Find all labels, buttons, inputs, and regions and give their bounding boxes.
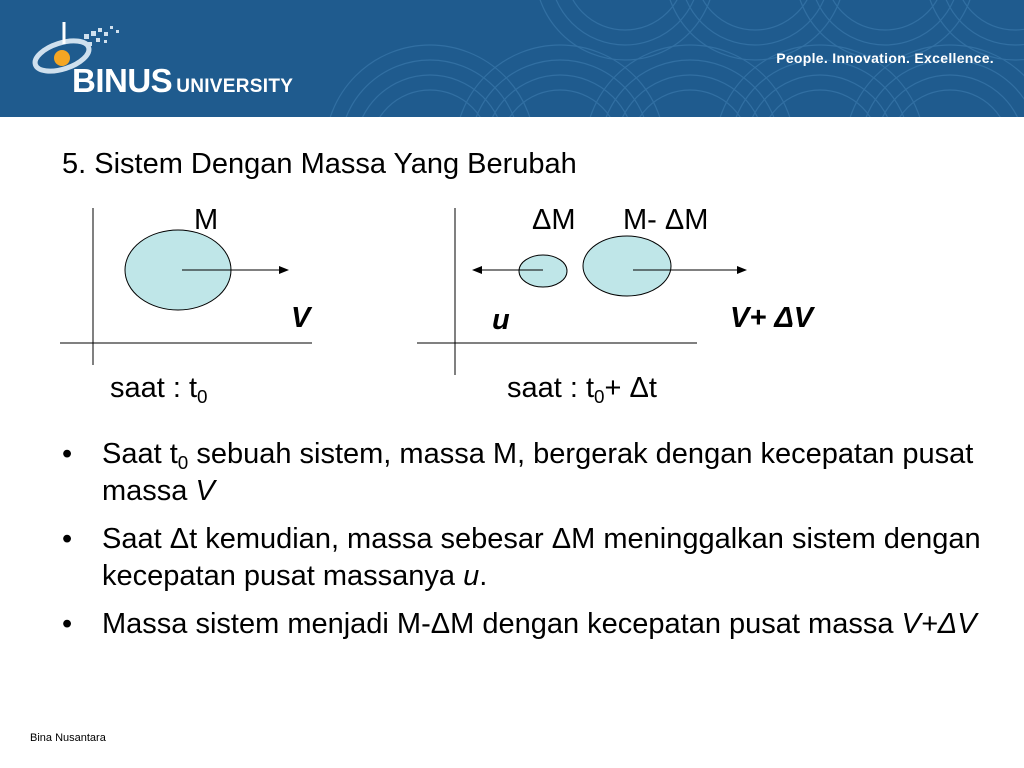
label-mass-m-minus-dm: M- ΔM [623, 204, 709, 236]
slide-title: 5. Sistem Dengan Massa Yang Berubah [62, 148, 577, 180]
time-label-right [507, 372, 657, 405]
binus-logo [28, 18, 298, 100]
mass-dm-ellipse [519, 255, 567, 287]
bullet-text: Massa sistem menjadi M-ΔM dengan kecepatan pusat massa [102, 608, 902, 640]
time-right-subscript: 0 [594, 386, 605, 407]
header-banner [0, 0, 1024, 117]
bullet-italic: u [463, 560, 480, 592]
velocity-v-plus-dv-arrowhead [737, 266, 747, 274]
bullet-item [62, 436, 1002, 510]
footer-text: Bina Nusantara [30, 732, 106, 744]
label-mass-m: M [194, 204, 219, 236]
time-right-suffix: + Δt [604, 372, 657, 404]
bullet-text: sebuah sistem, massa M, bergerak dengan kecepatan pusat massa [102, 438, 974, 507]
bullet-list [62, 436, 1002, 654]
bullet-subscript: 0 [177, 452, 189, 473]
time-left-prefix: saat : t [110, 372, 198, 404]
label-velocity-v-plus-dv: V+ ΔV [730, 302, 814, 334]
bullet-italic: V [195, 475, 215, 507]
label-mass-dm: ΔM [532, 204, 576, 236]
bullet-item [62, 521, 1002, 595]
bullet-text: Saat Δt kemudian, massa sebesar ΔM meninggalkan sistem dengan kecepatan pusat massanya [102, 523, 981, 592]
logo-wordmark [72, 62, 293, 100]
logo-word-university: UNIVERSITY [176, 76, 294, 97]
tagline: People. Innovation. Excellence. [776, 50, 994, 66]
bullet-item [62, 606, 1002, 643]
bullet-text: . [479, 560, 488, 592]
time-left-subscript: 0 [197, 386, 208, 407]
mass-m-minus-dm-ellipse [583, 236, 671, 296]
velocity-v-arrowhead [279, 266, 289, 274]
bullet-text: Saat t [102, 438, 178, 470]
time-right-prefix: saat : t [507, 372, 595, 404]
velocity-u-arrowhead [472, 266, 482, 274]
label-velocity-u: u [492, 304, 510, 336]
label-velocity-v: V [291, 302, 311, 334]
time-label-left [110, 372, 208, 405]
bullet-italic: V+ΔV [901, 608, 977, 640]
logo-word-binus: BINUS [72, 62, 173, 99]
